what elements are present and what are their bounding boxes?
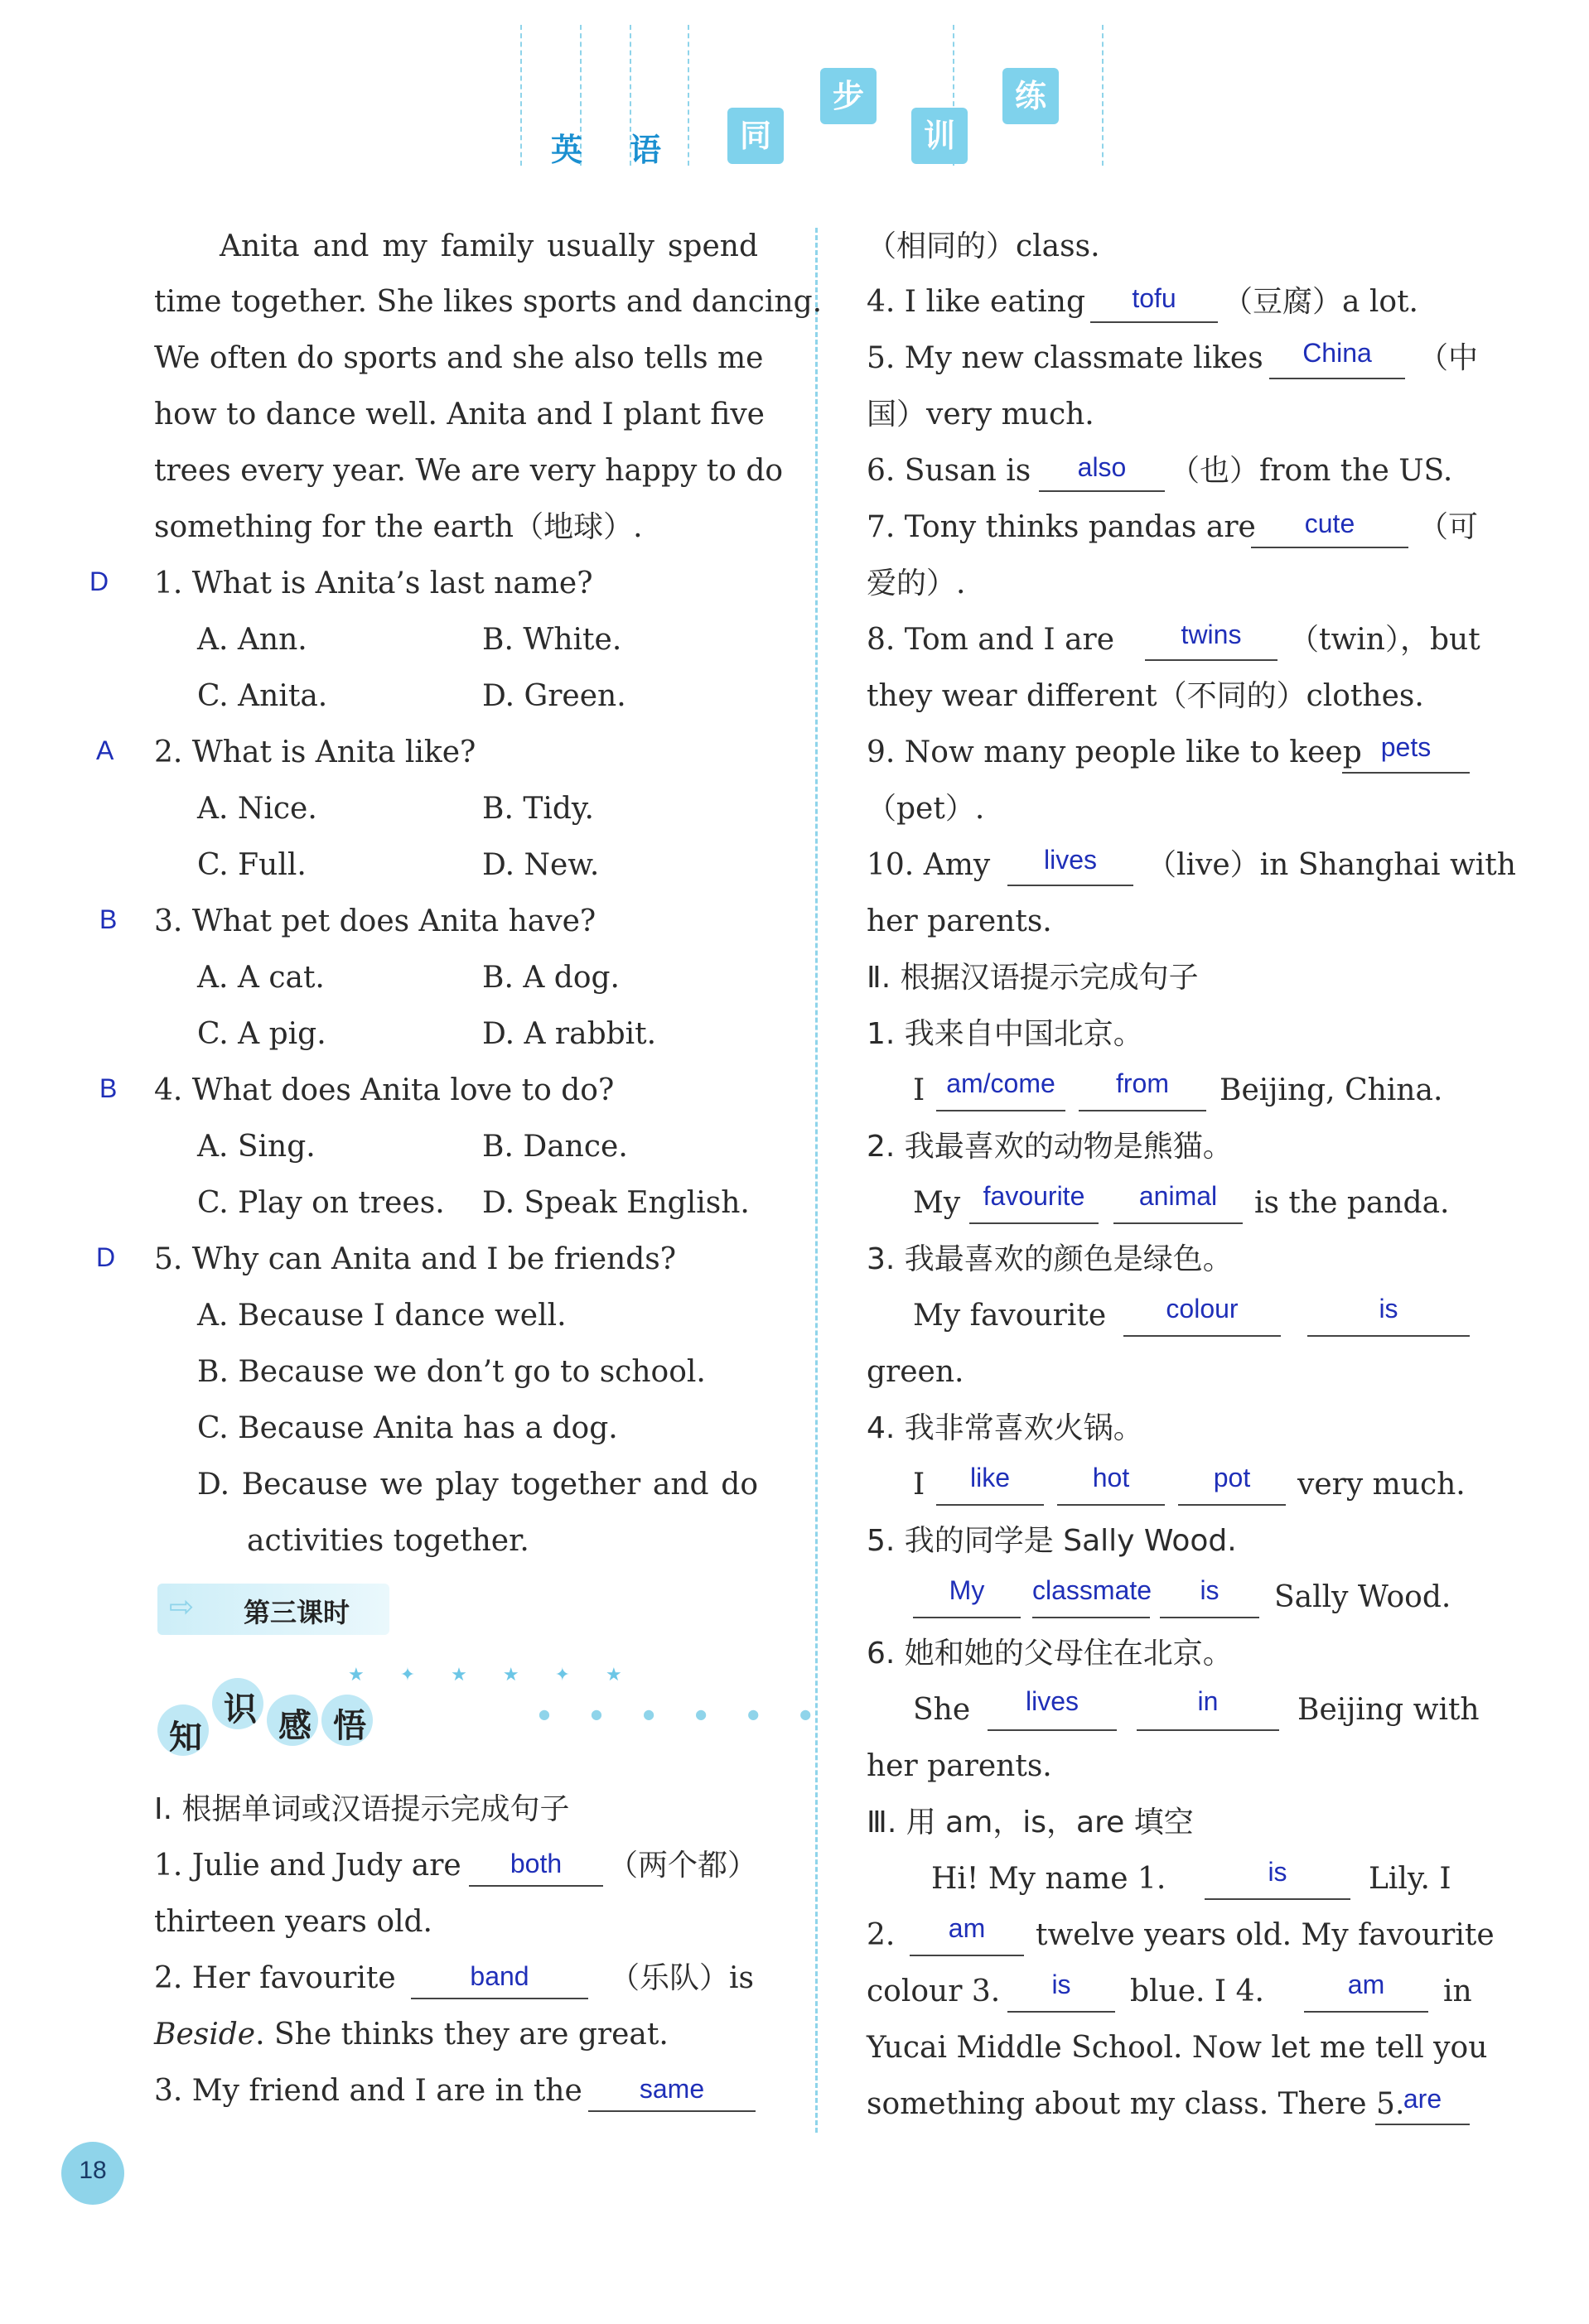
exercise-text: twelve years old. My favourite	[1036, 1918, 1495, 1952]
filled-answer: tofu	[1132, 283, 1176, 313]
filled-answer: from	[1116, 1068, 1169, 1098]
exercise-text: Beijing, China.	[1220, 1073, 1443, 1107]
option: A. Nice.	[197, 792, 317, 826]
answer-blank	[1039, 490, 1165, 492]
passage-line: something for the earth（地球）.	[154, 510, 643, 544]
exercise-text: 7. Tony thinks pandas are	[867, 510, 1256, 544]
exercise-text: I	[913, 1468, 925, 1502]
answer-blank	[1113, 1222, 1243, 1224]
filled-answer: classmate	[1032, 1575, 1152, 1605]
answer-blank	[588, 2110, 756, 2112]
exercise-text: My	[913, 1186, 961, 1220]
exercise-text: （两个都）	[608, 1849, 758, 1883]
exercise-text: （可	[1418, 510, 1479, 544]
filled-answer: are	[1403, 2084, 1442, 2114]
chinese-prompt: 6. 她和她的父母住在北京。	[867, 1637, 1233, 1671]
question-text: 4. What does Anita love to do?	[154, 1073, 615, 1107]
filled-answer: cute	[1304, 509, 1355, 538]
option: D. Green.	[482, 679, 626, 713]
filled-answer: band	[470, 1961, 529, 1991]
exercise-text: they wear different（不同的）clothes.	[867, 679, 1424, 713]
exercise-text	[154, 2015, 669, 2055]
exercise-text: （中	[1418, 341, 1479, 375]
option: D. Because we play together and do	[197, 1468, 758, 1502]
exercise-text: Lily. I	[1369, 1862, 1451, 1896]
option: C. Anita.	[197, 679, 328, 713]
passage-line: We often do sports and she also tells me	[154, 341, 764, 375]
banner-char: 识	[224, 1690, 257, 1729]
answer-blank	[411, 1998, 588, 1999]
answer-blank	[1307, 1335, 1470, 1337]
answer-letter: D	[96, 1242, 116, 1272]
exercise-text: 9. Now many people like to keep	[867, 735, 1362, 769]
exercise-text: （豆腐）a lot.	[1223, 285, 1419, 319]
passage-line: how to dance well. Anita and I plant five	[154, 398, 765, 432]
section-3-title: Ⅲ. 用 am，is，are 填空	[867, 1806, 1194, 1839]
exercise-text: Hi! My name 1.	[931, 1862, 1166, 1896]
exercise-text: 8. Tom and I are	[867, 623, 1115, 657]
arrow-right-icon: ⇨	[169, 1590, 195, 1624]
filled-answer: both	[510, 1849, 563, 1878]
answer-blank	[1123, 1335, 1281, 1337]
answer-blank	[936, 1504, 1044, 1506]
exercise-text: Beijing with	[1297, 1693, 1480, 1727]
filled-answer: China	[1302, 338, 1372, 368]
answer-letter: B	[99, 1073, 118, 1103]
option: C. Play on trees.	[197, 1186, 445, 1220]
answer-blank	[469, 1885, 603, 1887]
answer-blank	[1178, 1504, 1286, 1506]
filled-answer: lives	[1025, 1686, 1079, 1716]
exercise-text: . She thinks they are great.	[255, 2018, 669, 2052]
answer-letter: A	[96, 735, 114, 765]
option: B. White.	[482, 623, 622, 657]
filled-answer: am	[948, 1913, 986, 1943]
lesson-tag-label: 第三课时	[244, 1597, 350, 1628]
option: A. Sing.	[197, 1130, 316, 1164]
filled-answer: My	[949, 1575, 985, 1605]
exercise-text: She	[913, 1693, 971, 1727]
question-text: 3. What pet does Anita have?	[154, 904, 596, 938]
header-dash-4	[688, 25, 689, 166]
option-continued: activities together.	[247, 1524, 529, 1558]
header-dash-6	[1102, 25, 1104, 166]
banner-char: 悟	[333, 1707, 366, 1745]
exercise-text: something about my class. There 5.	[867, 2087, 1405, 2121]
chinese-prompt: 4. 我非常喜欢火锅。	[867, 1411, 1143, 1445]
exercise-text: 2. Her favourite	[154, 1961, 396, 1995]
exercise-text: 1. Julie and Judy are	[154, 1849, 461, 1883]
header-dash-1	[520, 25, 522, 166]
passage-line: time together. She likes sports and dancing.	[154, 285, 823, 319]
question-text: 1. What is Anita’s last name?	[154, 567, 593, 600]
filled-answer: is	[1379, 1294, 1398, 1324]
header-char-1: 英	[551, 132, 583, 168]
exercise-text: （live）in Shanghai with	[1147, 848, 1516, 882]
filled-answer: is	[1051, 1970, 1071, 1999]
header-char-2: 语	[630, 132, 662, 168]
passage-line: Anita and my family usually spend	[220, 229, 758, 263]
exercise-text: （乐队）is	[610, 1961, 754, 1995]
passage-line: trees every year. We are very happy to do	[154, 454, 784, 488]
filled-answer: twins	[1181, 620, 1242, 649]
exercise-text: （相同的）class.	[867, 229, 1100, 263]
exercise-text: My favourite	[913, 1299, 1107, 1333]
exercise-text: blue. I 4.	[1130, 1974, 1264, 2008]
exercise-text: 爱的）.	[867, 567, 966, 600]
chinese-prompt: 2. 我最喜欢的动物是熊猫。	[867, 1130, 1233, 1164]
page-number: 18	[79, 2157, 107, 2184]
column-divider	[815, 228, 818, 2133]
answer-blank	[913, 1617, 1021, 1618]
option: C. A pig.	[197, 1017, 326, 1051]
exercise-text: （twin），but	[1289, 623, 1480, 657]
answer-blank	[1057, 1504, 1165, 1506]
filled-answer: also	[1077, 452, 1127, 482]
question-text: 2. What is Anita like?	[154, 735, 476, 769]
option: B. Because we don’t go to school.	[197, 1355, 706, 1389]
option: D. A rabbit.	[482, 1017, 657, 1051]
banner-char: 知	[169, 1719, 202, 1757]
filled-answer: like	[969, 1463, 1010, 1492]
exercise-text: 10. Amy	[867, 848, 991, 882]
answer-blank	[969, 1222, 1099, 1224]
option: C. Full.	[197, 848, 307, 882]
option: B. A dog.	[482, 961, 620, 995]
exercise-text: 2.	[867, 1918, 896, 1952]
exercise-text: 6. Susan is	[867, 454, 1031, 488]
section-2-title: Ⅱ. 根据汉语提示完成句子	[867, 961, 1199, 995]
lesson-tag	[157, 1584, 389, 1635]
filled-answer: favourite	[983, 1181, 1085, 1211]
header-box-3: 训	[911, 108, 968, 164]
filled-answer: is	[1268, 1857, 1287, 1887]
exercise-text: 3. My friend and I are in the	[154, 2074, 582, 2108]
chinese-prompt: 3. 我最喜欢的颜色是绿色。	[867, 1242, 1233, 1276]
dot-decoration-icon: ● ● ● ● ● ●	[539, 1706, 830, 1722]
answer-blank	[1137, 1729, 1279, 1731]
answer-blank	[1269, 378, 1405, 379]
answer-blank	[910, 1955, 1024, 1956]
exercise-text: （pet）.	[867, 792, 985, 826]
header-box-4: 练	[1002, 68, 1059, 124]
option: A. A cat.	[197, 961, 325, 995]
header-box-1: 同	[727, 108, 784, 164]
exercise-text: green.	[867, 1355, 964, 1389]
filled-answer: pot	[1213, 1463, 1251, 1492]
exercise-text: Yucai Middle School. Now let me tell you	[867, 2031, 1488, 2065]
section-1-title: Ⅰ. 根据单词或汉语提示完成句子	[154, 1792, 570, 1826]
answer-blank	[1090, 321, 1218, 323]
exercise-text: Sally Wood.	[1274, 1580, 1451, 1614]
exercise-text: colour 3.	[867, 1974, 1001, 2008]
chinese-prompt: 5. 我的同学是 Sally Wood.	[867, 1524, 1237, 1558]
filled-answer: same	[639, 2074, 705, 2104]
exercise-text: I	[913, 1073, 925, 1107]
filled-answer: is	[1200, 1575, 1220, 1605]
answer-blank	[1251, 547, 1408, 548]
exercise-text: 5. My new classmate likes	[867, 341, 1263, 375]
exercise-text: （也）from the US.	[1170, 454, 1453, 488]
answer-letter: D	[89, 567, 109, 596]
star-decoration-icon: ★ ✦ ★ ★ ✦ ★	[348, 1665, 637, 1685]
exercise-text: is the panda.	[1254, 1186, 1450, 1220]
answer-blank	[936, 1110, 1065, 1111]
answer-blank	[1079, 1110, 1206, 1111]
chinese-prompt: 1. 我来自中国北京。	[867, 1017, 1143, 1051]
exercise-text: 4. I like eating	[867, 285, 1086, 319]
filled-answer: hot	[1092, 1463, 1130, 1492]
exercise-text: her parents.	[867, 1749, 1052, 1783]
answer-blank	[1205, 1898, 1350, 1900]
page-number-badge	[61, 2142, 124, 2205]
exercise-text: thirteen years old.	[154, 1905, 432, 1939]
answer-blank	[1145, 659, 1277, 661]
answer-blank	[1032, 1617, 1150, 1618]
exercise-text: very much.	[1297, 1468, 1466, 1502]
option: A. Because I dance well.	[197, 1299, 567, 1333]
filled-answer: am/come	[946, 1068, 1055, 1098]
exercise-text: 国）very much.	[867, 398, 1094, 432]
question-text: 5. Why can Anita and I be friends?	[154, 1242, 677, 1276]
answer-blank	[988, 1729, 1117, 1731]
banner-char: 感	[278, 1707, 312, 1745]
answer-letter: B	[99, 904, 118, 934]
exercise-text: in	[1443, 1974, 1472, 2008]
option: B. Dance.	[482, 1130, 628, 1164]
answer-blank	[1304, 2011, 1428, 2013]
filled-answer: pets	[1380, 732, 1432, 762]
answer-blank	[1160, 1617, 1259, 1618]
filled-answer: am	[1347, 1970, 1385, 1999]
answer-blank	[1007, 885, 1133, 886]
filled-answer: animal	[1138, 1181, 1218, 1211]
exercise-text: her parents.	[867, 904, 1052, 938]
filled-answer: in	[1197, 1686, 1219, 1716]
answer-blank	[1007, 2011, 1115, 2013]
band-name: Beside	[154, 2018, 256, 2052]
filled-answer: lives	[1043, 845, 1097, 875]
answer-blank	[1342, 772, 1470, 774]
option: D. Speak English.	[482, 1186, 750, 1220]
option: D. New.	[482, 848, 600, 882]
option: B. Tidy.	[482, 792, 594, 826]
filled-answer: colour	[1166, 1294, 1239, 1324]
answer-blank	[1375, 2124, 1470, 2125]
header-box-2: 步	[820, 68, 877, 124]
option: C. Because Anita has a dog.	[197, 1411, 618, 1445]
option: A. Ann.	[197, 623, 307, 657]
